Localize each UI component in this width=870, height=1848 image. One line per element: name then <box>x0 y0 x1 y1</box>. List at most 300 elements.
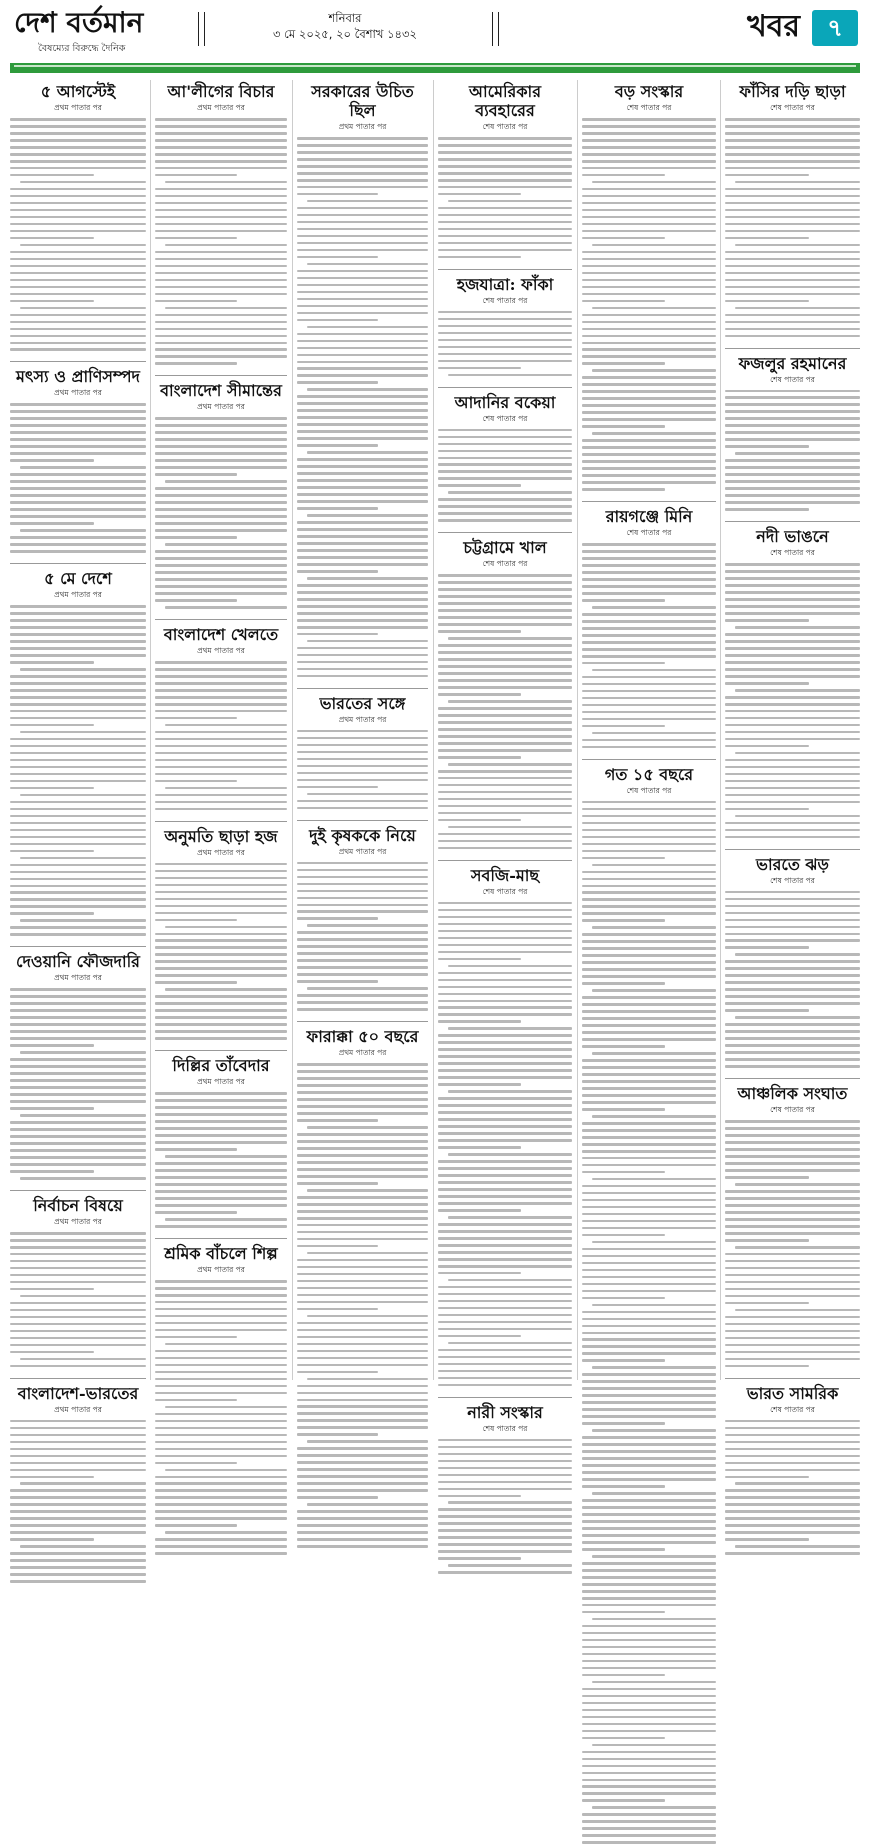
text-line <box>448 1564 572 1567</box>
text-line <box>155 237 237 240</box>
text-line <box>155 1503 287 1506</box>
text-line <box>582 1765 716 1768</box>
text-line <box>297 786 378 789</box>
text-line <box>582 829 716 832</box>
text-line <box>582 585 716 588</box>
text-line <box>592 1115 716 1118</box>
text-line <box>155 1371 287 1374</box>
text-line <box>438 477 572 480</box>
text-line <box>155 328 287 331</box>
header-rule <box>10 63 860 73</box>
text-line <box>10 1448 146 1451</box>
text-line <box>297 591 428 594</box>
text-line <box>10 801 146 804</box>
text-line <box>297 1399 428 1402</box>
text-line <box>155 1496 287 1499</box>
text-line <box>307 1189 428 1192</box>
text-line <box>592 669 716 672</box>
text-line <box>438 137 572 140</box>
text-line <box>438 937 572 940</box>
text-line <box>438 902 572 905</box>
text-line <box>438 1328 572 1331</box>
text-line <box>582 1080 716 1083</box>
text-line <box>10 995 146 998</box>
text-line <box>438 1209 521 1212</box>
text-line <box>582 390 716 393</box>
text-line <box>582 488 665 491</box>
text-line <box>297 1266 428 1269</box>
text-line <box>10 272 146 275</box>
article-continued: প্রথম পাতার পর <box>197 103 245 112</box>
text-line <box>155 1030 287 1033</box>
text-line <box>155 1392 287 1395</box>
text-line <box>307 640 428 643</box>
text-line <box>582 836 716 839</box>
text-line <box>297 1245 378 1248</box>
text-line <box>297 938 428 941</box>
text-line <box>10 654 146 657</box>
text-line <box>10 1517 146 1520</box>
text-line <box>438 986 572 989</box>
column-5 <box>582 80 716 1380</box>
text-line <box>155 578 287 581</box>
text-line <box>725 912 860 915</box>
text-line <box>438 1460 572 1463</box>
text-line <box>10 1365 146 1368</box>
text-line <box>725 1427 860 1430</box>
text-line <box>582 1387 716 1390</box>
text-line <box>438 1384 572 1387</box>
text-line <box>307 326 428 329</box>
text-line <box>297 563 428 566</box>
text-line <box>297 605 428 608</box>
text-line <box>438 609 572 612</box>
article-body <box>297 1063 428 1552</box>
text-line <box>582 1401 716 1404</box>
text-line <box>10 815 146 818</box>
text-line <box>297 1322 428 1325</box>
text-line <box>592 1555 716 1558</box>
text-line <box>725 703 860 706</box>
text-line <box>725 766 860 769</box>
article-body <box>10 403 146 557</box>
text-line <box>10 314 146 317</box>
text-line <box>582 335 716 338</box>
text-line <box>725 321 860 324</box>
text-line <box>297 1140 428 1143</box>
text-line <box>155 1476 287 1479</box>
article-body <box>582 543 716 753</box>
text-line <box>165 926 287 929</box>
text-line <box>10 787 94 790</box>
article-continued: প্রথম পাতার পর <box>54 973 102 983</box>
text-line <box>438 1272 521 1275</box>
text-line <box>297 256 378 259</box>
text-line <box>297 556 428 559</box>
text-line <box>10 216 146 219</box>
text-line <box>582 1527 716 1530</box>
article-headline: আঞ্চলিক সংঘাত <box>737 1084 848 1104</box>
text-line <box>725 619 809 622</box>
text-line <box>438 207 572 210</box>
text-line <box>438 311 572 314</box>
text-line <box>592 606 716 609</box>
text-line <box>155 1357 287 1360</box>
text-line <box>10 829 146 832</box>
text-line <box>582 1248 716 1251</box>
text-line <box>725 1323 860 1326</box>
text-line <box>438 1453 572 1456</box>
text-line <box>155 703 287 706</box>
text-line <box>582 1045 665 1048</box>
text-line <box>725 390 860 393</box>
text-line <box>582 328 716 331</box>
text-line <box>10 1016 146 1019</box>
text-line <box>438 665 572 668</box>
text-line <box>297 1105 428 1108</box>
text-line <box>725 661 860 664</box>
article-headline: ফজলুর রহমানের <box>738 353 847 373</box>
text-line <box>10 933 146 936</box>
text-line <box>10 1323 146 1326</box>
text-line <box>297 1112 428 1115</box>
text-line <box>297 890 428 893</box>
article-continued: শেষ পাতার পর <box>482 559 528 569</box>
text-line <box>725 1169 860 1172</box>
text-line <box>725 605 860 608</box>
text-line <box>297 862 428 865</box>
text-line <box>10 480 146 483</box>
article-headline: অনুমতি ছাড়া হজ <box>164 826 278 846</box>
text-line <box>582 418 716 421</box>
text-line <box>438 1069 572 1072</box>
text-line <box>155 599 237 602</box>
text-line <box>155 1280 287 1283</box>
text-line <box>582 265 716 268</box>
article-body <box>438 1439 572 1579</box>
text-line <box>155 780 237 783</box>
text-line <box>10 167 146 170</box>
text-line <box>155 759 287 762</box>
text-line <box>438 1474 572 1477</box>
text-line <box>297 1001 428 1004</box>
text-line <box>297 744 428 747</box>
text-line <box>725 640 860 643</box>
text-line <box>155 300 237 303</box>
text-line <box>297 1119 378 1122</box>
text-line <box>735 1246 860 1249</box>
text-line <box>592 1304 716 1307</box>
text-line <box>155 174 237 177</box>
text-line <box>10 230 146 233</box>
text-line <box>582 453 716 456</box>
article-continued: শেষ পাতার পর <box>770 1105 815 1115</box>
article-headline: চট্টগ্রামে খাল <box>463 538 547 558</box>
text-line <box>725 1023 860 1026</box>
text-line <box>582 411 716 414</box>
article <box>438 866 572 1391</box>
text-line <box>10 410 146 413</box>
text-line <box>297 1517 428 1520</box>
text-line <box>10 988 146 991</box>
text-line <box>155 592 287 595</box>
text-line <box>297 1301 428 1304</box>
text-line <box>725 487 860 490</box>
text-line <box>155 766 287 769</box>
text-line <box>10 445 146 448</box>
text-line <box>10 1093 146 1096</box>
text-line <box>582 1234 665 1237</box>
text-line <box>438 714 572 717</box>
text-line <box>10 836 146 839</box>
text-line <box>582 293 716 296</box>
text-line <box>10 1344 146 1347</box>
article-body <box>155 1280 287 1559</box>
text-line <box>582 1660 716 1663</box>
article-headline: নারী সংস্কার <box>467 1402 543 1422</box>
text-line <box>582 279 716 282</box>
text-line <box>155 974 287 977</box>
text-line <box>155 1364 287 1367</box>
article <box>438 538 572 853</box>
text-line <box>582 348 716 351</box>
text-line <box>155 1455 287 1458</box>
text-line <box>10 188 146 191</box>
text-line <box>725 1448 860 1451</box>
text-line <box>297 1098 428 1101</box>
text-line <box>10 1496 146 1499</box>
text-line <box>155 1489 287 1492</box>
text-line <box>582 1073 716 1076</box>
text-line <box>297 876 428 879</box>
article <box>582 507 716 753</box>
text-line <box>438 595 572 598</box>
text-line <box>20 181 146 184</box>
text-line <box>155 1225 287 1228</box>
text-line <box>165 1531 287 1534</box>
text-line <box>438 644 572 647</box>
text-line <box>438 672 572 675</box>
text-line <box>297 1405 428 1408</box>
text-line <box>307 1126 428 1129</box>
text-line <box>582 1506 716 1509</box>
text-line <box>155 1413 287 1416</box>
text-line <box>297 1392 428 1395</box>
text-line <box>582 1785 716 1788</box>
article <box>725 1084 860 1371</box>
text-line <box>725 591 860 594</box>
text-line <box>297 381 378 384</box>
text-line <box>297 549 428 552</box>
text-line <box>10 431 146 434</box>
text-line <box>582 1318 716 1321</box>
text-line <box>592 989 716 992</box>
text-line <box>155 438 287 441</box>
text-line <box>582 662 665 665</box>
text-line <box>582 1569 716 1572</box>
text-line <box>582 167 716 170</box>
text-line <box>582 1311 716 1314</box>
text-line <box>725 981 860 984</box>
text-line <box>165 1343 287 1346</box>
text-line <box>20 529 146 532</box>
text-line <box>165 244 287 247</box>
text-line <box>438 1118 572 1121</box>
text-line <box>297 500 428 503</box>
text-line <box>582 1443 716 1446</box>
text-line <box>155 118 287 121</box>
text-line <box>582 1345 716 1348</box>
text-line <box>155 1538 287 1541</box>
text-line <box>725 1051 860 1054</box>
text-line <box>438 784 572 787</box>
article-body <box>582 118 716 495</box>
text-line <box>155 362 237 365</box>
article-headline: বাংলাদেশ সীমান্তের <box>160 381 282 401</box>
text-line <box>297 1147 428 1150</box>
article <box>10 1196 146 1372</box>
text-line <box>582 982 665 985</box>
text-line <box>10 286 146 289</box>
text-line <box>725 216 860 219</box>
text-line <box>155 146 287 149</box>
text-line <box>155 1113 287 1116</box>
text-line <box>438 756 521 759</box>
text-line <box>155 342 287 345</box>
text-line <box>582 174 665 177</box>
text-line <box>448 965 572 968</box>
text-line <box>438 574 572 577</box>
text-line <box>155 487 287 490</box>
text-line <box>582 961 716 964</box>
text-line <box>582 634 716 637</box>
text-line <box>10 1058 146 1061</box>
text-line <box>297 1419 428 1422</box>
text-line <box>725 279 860 282</box>
text-line <box>297 1084 428 1087</box>
text-line <box>725 328 860 331</box>
text-line <box>582 1520 716 1523</box>
text-line <box>297 1510 428 1513</box>
article-continued: প্রথম পাতার পর <box>197 402 245 412</box>
text-line <box>725 1141 860 1144</box>
text-line <box>155 431 287 434</box>
text-line <box>155 125 287 128</box>
text-line <box>10 626 146 629</box>
text-line <box>297 430 428 433</box>
text-line <box>10 265 146 268</box>
article-continued: প্রথম পাতার পর <box>197 847 245 857</box>
text-line <box>10 1156 146 1159</box>
day: শনিবার <box>328 11 362 25</box>
text-line <box>725 1344 860 1347</box>
text-line <box>582 1799 665 1802</box>
article-headline: গত ১৫ বছরে <box>604 764 694 784</box>
text-line <box>155 515 287 518</box>
text-line <box>297 423 428 426</box>
text-line <box>155 1524 237 1527</box>
text-line <box>438 602 572 605</box>
text-line <box>20 857 146 860</box>
text-line <box>735 1309 860 1312</box>
text-line <box>155 682 287 685</box>
text-line <box>582 223 716 226</box>
text-line <box>297 1280 428 1283</box>
text-line <box>582 891 716 894</box>
text-line <box>725 237 809 240</box>
text-line <box>155 752 287 755</box>
text-line <box>725 1489 860 1492</box>
text-line <box>592 864 716 867</box>
text-line <box>438 436 572 439</box>
text-line <box>725 132 860 135</box>
text-line <box>10 1510 146 1513</box>
text-line <box>10 522 94 525</box>
text-line <box>582 342 716 345</box>
text-line <box>725 146 860 149</box>
text-line <box>725 905 860 908</box>
text-line <box>725 125 860 128</box>
text-line <box>438 318 572 321</box>
text-line <box>582 1108 665 1111</box>
text-line <box>725 1531 860 1534</box>
text-line <box>725 501 860 504</box>
text-line <box>725 314 860 317</box>
slogan: বৈষম্যের বিরুদ্ধে দৈনিক <box>38 43 126 54</box>
text-line <box>438 616 572 619</box>
text-line <box>725 1351 860 1354</box>
text-line <box>582 933 716 936</box>
text-line <box>438 916 572 919</box>
text-line <box>438 221 572 224</box>
text-line <box>725 988 860 991</box>
text-line <box>582 1813 716 1816</box>
text-line <box>10 1427 146 1430</box>
text-line <box>155 1552 287 1555</box>
column-1 <box>10 80 146 1414</box>
date: ৩ মে ২০২৫, ২০ বৈশাখ ১৪৩২ <box>273 27 417 41</box>
text-line <box>155 884 287 887</box>
text-line <box>438 512 572 515</box>
text-line <box>155 1350 287 1353</box>
text-line <box>297 367 428 370</box>
text-line <box>10 1503 146 1506</box>
text-line <box>725 1197 860 1200</box>
text-line <box>20 794 146 797</box>
text-line <box>725 1302 809 1305</box>
text-line <box>155 424 287 427</box>
text-line <box>582 1834 716 1837</box>
text-line <box>10 710 146 713</box>
text-line <box>10 1079 146 1082</box>
text-line <box>582 592 716 595</box>
text-line <box>10 1253 146 1256</box>
text-line <box>438 1034 572 1037</box>
article <box>155 82 287 369</box>
text-line <box>582 230 716 233</box>
text-line <box>297 1329 428 1332</box>
text-line <box>582 237 665 240</box>
text-line <box>10 738 146 741</box>
text-line <box>438 1495 521 1498</box>
text-line <box>582 878 716 881</box>
text-line <box>155 1099 287 1102</box>
text-line <box>582 690 716 693</box>
text-line <box>10 417 146 420</box>
text-line <box>725 174 809 177</box>
text-line <box>725 598 860 601</box>
text-line <box>438 1188 572 1191</box>
